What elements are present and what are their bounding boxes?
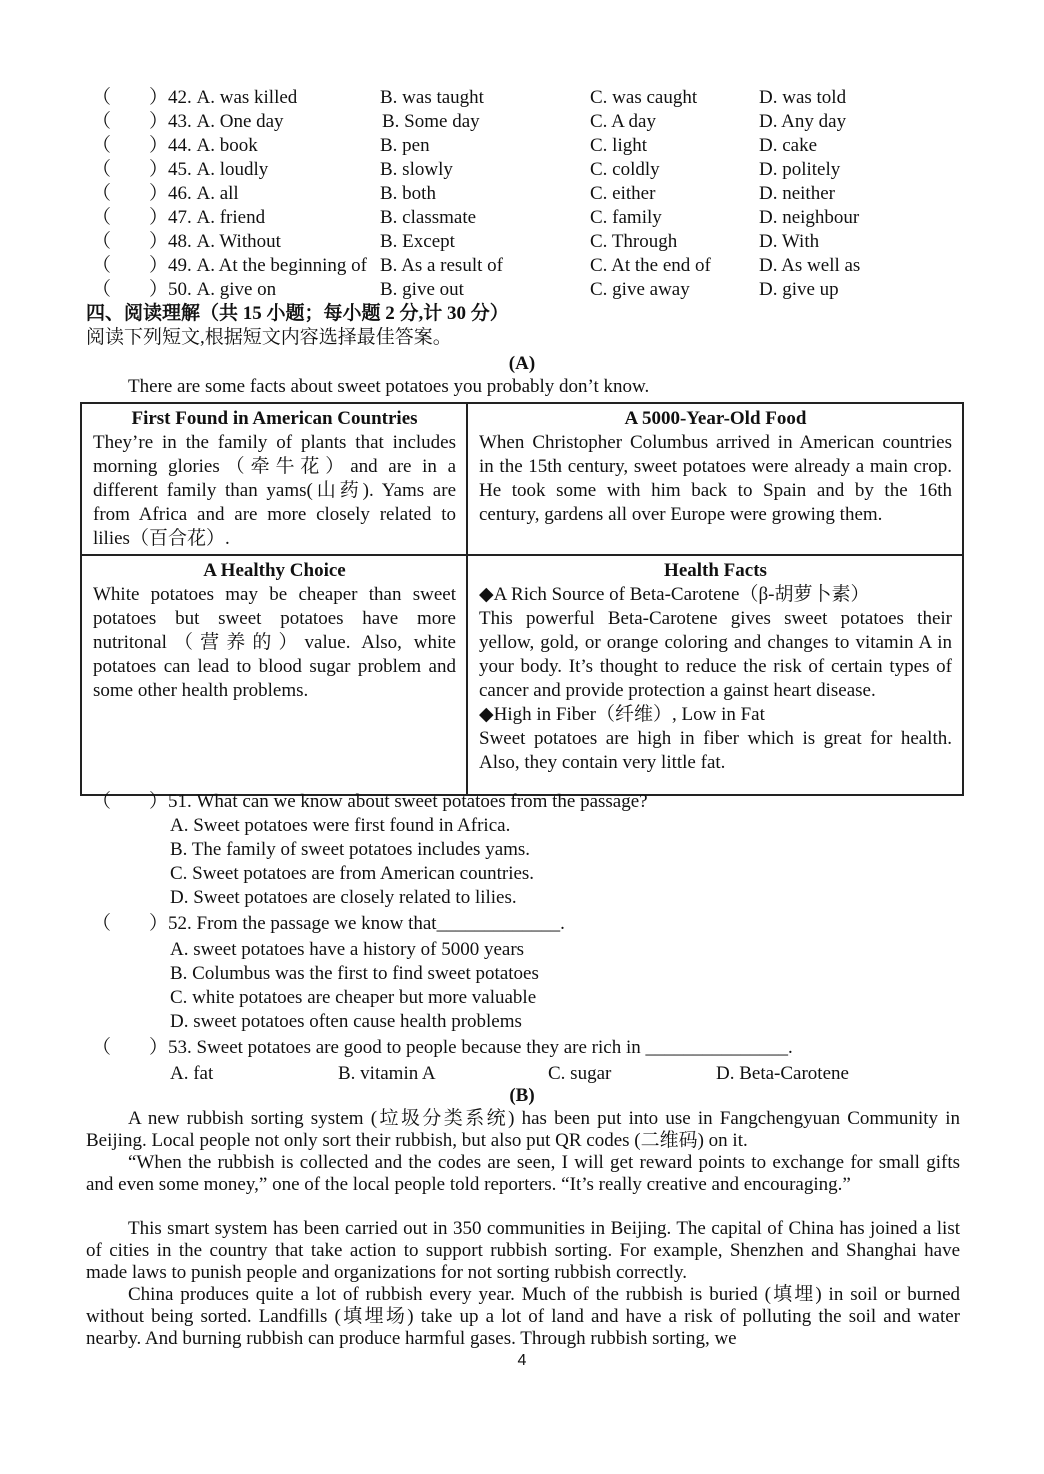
option-c: C. give away	[590, 279, 690, 300]
cell-bullet: ◆High in Fiber（纤维）, Low in Fat	[479, 704, 765, 725]
cell-body: This powerful Beta-Carotene gives sweet potatoes their yellow, gold, or orange coloring and changes to vitamin A in your body. It’s thought to reduce the risk of certain types of cancer and provide protection a gainst heart disease.	[479, 608, 952, 701]
cloze-item-47	[92, 206, 972, 230]
cloze-item-46	[92, 182, 972, 206]
option-c: C. At the end of	[590, 255, 711, 276]
option-d: D. politely	[759, 159, 841, 180]
option-d: D. neighbour	[759, 207, 860, 228]
option-b: B. both	[380, 183, 436, 204]
option-b: B. As a result of	[380, 255, 503, 276]
cloze-item-48	[92, 230, 972, 254]
option-c: C. white potatoes are cheaper but more valuable	[170, 987, 537, 1008]
facts-cell-healthy-choice	[81, 555, 467, 795]
facts-table	[80, 402, 964, 796]
passage-b-paragraph: China produces quite a lot of rubbish every year. Much of the rubbish is buried (填埋) in soil or burned without being sorted. Landfills (填埋场) take up a lot of land and have a risk of polluting the soil and water nearby. And burning rubbish can produce harmful gases. Through rubbish sorting, we	[86, 1284, 960, 1349]
option-c: C. Sweet potatoes are from American countries.	[170, 863, 535, 884]
facts-cell-origin	[81, 403, 467, 555]
cloze-stem: （ ）47. A. friend	[92, 207, 266, 228]
cloze-stem: （ ）50. A. give on	[92, 279, 277, 300]
option-c: C. family	[590, 207, 662, 228]
option-a: A. fat	[170, 1063, 214, 1084]
option-c: C. Through	[590, 231, 678, 252]
cell-title: A Healthy Choice	[203, 560, 346, 581]
question-stem: （ ）51. What can we know about sweet potatoes from the passage?	[92, 791, 648, 812]
option-a: A. Sweet potatoes were first found in Africa.	[170, 815, 511, 836]
cell-body: When Christopher Columbus arrived in American countries in the 15th century, sweet potatoes were already a main crop. He took some with him back to Spain and by the 16th century, gardens all over Europe were growing them.	[479, 432, 952, 525]
option-d: D. cake	[759, 135, 818, 156]
cell-title: Health Facts	[664, 560, 767, 581]
option-b: B. Columbus was the first to find sweet potatoes	[170, 963, 539, 984]
option-c: C. sugar	[548, 1063, 612, 1084]
section-instruction: 阅读下列短文,根据短文内容选择最佳答案。	[86, 327, 452, 348]
cloze-stem: （ ）48. A. Without	[92, 231, 281, 252]
cell-title: First Found in American Countries	[131, 408, 418, 429]
option-c: C. was caught	[590, 87, 698, 108]
option-d: D. With	[759, 231, 820, 252]
option-d: D. As well as	[759, 255, 861, 276]
cloze-stem: （ ）49. A. At the beginning of	[92, 255, 367, 276]
passage-b-paragraph: This smart system has been carried out in 350 communities in Beijing. The capital of China has joined a list of cities in the country that take action to support rubbish sorting. For example, Shenzhen and Shanghai have made laws to punish people and organizations for not sorting rubbish correctly.	[86, 1218, 960, 1283]
cell-body: Sweet potatoes are high in fiber which is great for health. Also, they contain very little fat.	[479, 728, 952, 773]
cloze-stem: （ ）46. A. all	[92, 183, 239, 204]
question-stem: （ ）52. From the passage we know that_____________.	[92, 913, 565, 934]
passage-a-label: (A)	[508, 353, 536, 374]
page-number: 4	[517, 1352, 527, 1369]
option-d: D. Sweet potatoes are closely related to lilies.	[170, 887, 517, 908]
option-d: D. neither	[759, 183, 835, 204]
cloze-item-43	[92, 110, 972, 134]
question-stem: （ ）53. Sweet potatoes are good to people because they are rich in _______________.	[92, 1037, 793, 1058]
option-b: B. pen	[380, 135, 430, 156]
cloze-item-45	[92, 158, 972, 182]
option-c: C. A day	[590, 111, 656, 132]
facts-cell-health-facts	[467, 555, 963, 795]
option-c: C. coldly	[590, 159, 660, 180]
cloze-stem: （ ）43. A. One day	[92, 111, 284, 132]
option-d: D. give up	[759, 279, 839, 300]
passage-b-label: (B)	[509, 1085, 535, 1106]
cloze-stem: （ ）45. A. loudly	[92, 159, 269, 180]
option-d: D. Any day	[759, 111, 847, 132]
option-b: B. slowly	[380, 159, 453, 180]
passage-b-paragraph: A new rubbish sorting system (垃圾分类系统) has been put into use in Fangchengyuan Community in Beijing. Local people not only sort their rubbish, but also put QR codes (二维码) on it.	[86, 1108, 960, 1151]
option-b: B. The family of sweet potatoes includes yams.	[170, 839, 531, 860]
cell-bullet: ◆A Rich Source of Beta-Carotene（β-胡萝卜素）	[479, 584, 870, 605]
cloze-item-42	[92, 86, 972, 110]
passage-b-paragraph: “When the rubbish is collected and the codes are seen, I will get reward points to exchange for small gifts and even some money,” one of the local people told reporters. “It’s really creative and encouraging.”	[86, 1152, 960, 1195]
option-c: C. either	[590, 183, 656, 204]
option-b: B. Some day	[382, 111, 480, 132]
option-b: B. was taught	[380, 87, 484, 108]
option-b: B. classmate	[380, 207, 477, 228]
cloze-item-50	[92, 278, 972, 302]
section-heading: 四、阅读理解（共 15 小题；每小题 2 分,计 30 分）	[86, 303, 509, 324]
cloze-item-49	[92, 254, 972, 278]
cell-body: They’re in the family of plants that includes morning glories（牵牛花）and are in a different family than yams(山药). Yams are from Africa and are more closely related to lilies（百合花）.	[93, 432, 456, 549]
cloze-stem: （ ）42. A. was killed	[92, 87, 298, 108]
cell-title: A 5000-Year-Old Food	[624, 408, 807, 429]
cloze-stem: （ ）44. A. book	[92, 135, 258, 156]
cell-body: White potatoes may be cheaper than sweet potatoes but sweet potatoes have more nutritonal（营养的）value. Also, white potatoes can lead to blood sugar problem and some other health problems.	[93, 584, 456, 701]
option-d: D. Beta-Carotene	[716, 1063, 849, 1084]
cloze-item-44	[92, 134, 972, 158]
option-b: B. give out	[380, 279, 464, 300]
option-c: C. light	[590, 135, 648, 156]
option-b: B. vitamin A	[338, 1063, 436, 1084]
passage-a-intro: There are some facts about sweet potatoes you probably don’t know.	[128, 376, 650, 397]
option-a: A. sweet potatoes have a history of 5000 years	[170, 939, 525, 960]
facts-cell-history	[467, 403, 963, 555]
option-d: D. sweet potatoes often cause health problems	[170, 1011, 522, 1032]
option-d: D. was told	[759, 87, 847, 108]
option-b: B. Except	[380, 231, 455, 252]
